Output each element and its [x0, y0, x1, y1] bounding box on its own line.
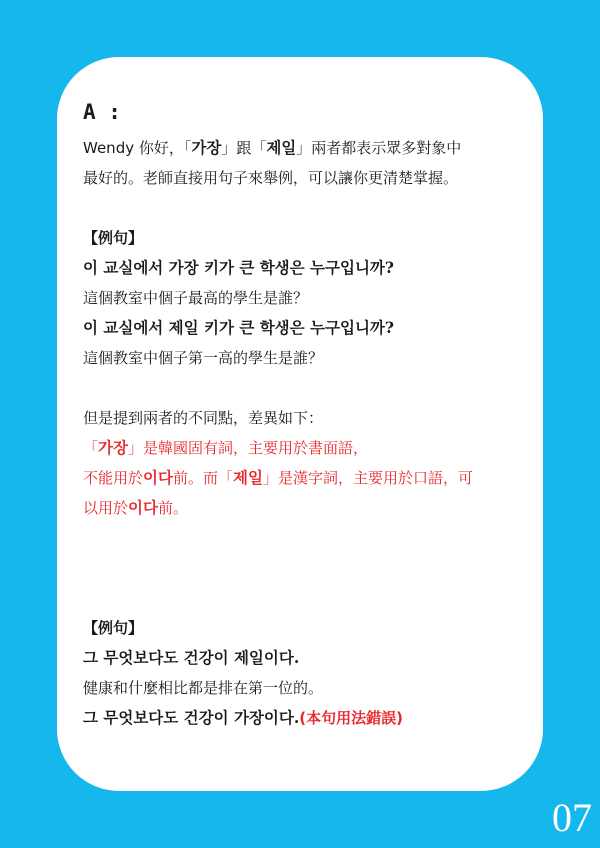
intro-text: 」跟「 [221, 139, 267, 157]
difference-text: 」是漢字詞，主要用於口語，可 [262, 469, 473, 487]
difference-text: 」是韓國固有詞，主要用於書面語， [127, 439, 368, 457]
translation: 健康和什麼相比都是排在第一位的。 [83, 679, 324, 697]
intro-text: 」兩者都表示眾多對象中 [296, 139, 462, 157]
difference-text: 以用於 [83, 499, 129, 517]
difference-text: 不能用於 [83, 469, 144, 487]
keyword-ida: 이다 [128, 498, 158, 517]
content-body [83, 99, 513, 733]
keyword-jeil: 제일 [232, 468, 263, 487]
keyword-ida: 이다 [143, 468, 173, 487]
korean-sentence-incorrect [83, 703, 513, 733]
intro-line-2: 最好的。老師直接用句子來舉例，可以讓你更清楚掌握。 [83, 169, 459, 187]
translation: 這個教室中個子第一高的學生是誰？ [83, 349, 324, 367]
page-number: 07 [552, 795, 592, 840]
korean-sentence-text: 그 무엇보다도 건강이 가장이다. [83, 708, 300, 727]
example-heading: 【例句】 [83, 619, 144, 637]
korean-sentence: 이 교실에서 제일 키가 큰 학생은 누구입니까? [83, 318, 394, 337]
korean-sentence: 그 무엇보다도 건강이 제일이다. [83, 648, 300, 667]
keyword-gajang: 가장 [98, 438, 128, 457]
difference-line-3 [83, 493, 513, 523]
difference-text: 前。 [157, 499, 188, 517]
error-note: (本句用法錯誤) [299, 709, 403, 727]
answer-label: A : [83, 100, 121, 124]
keyword-gajang: 가장 [191, 138, 222, 157]
difference-intro: 但是提到兩者的不同點，差異如下： [83, 409, 324, 427]
difference-line-1 [83, 433, 513, 463]
intro-line-1 [83, 133, 513, 163]
difference-text: 「 [83, 439, 99, 457]
example-heading: 【例句】 [83, 229, 144, 247]
content-card [57, 57, 543, 791]
intro-text: Wendy 你好，「 [83, 139, 192, 157]
difference-line-2 [83, 463, 513, 493]
difference-text: 前。而「 [172, 469, 233, 487]
keyword-jeil: 제일 [266, 138, 297, 157]
korean-sentence: 이 교실에서 가장 키가 큰 학생은 누구입니까? [83, 258, 394, 277]
translation: 這個教室中個子最高的學生是誰？ [83, 289, 309, 307]
